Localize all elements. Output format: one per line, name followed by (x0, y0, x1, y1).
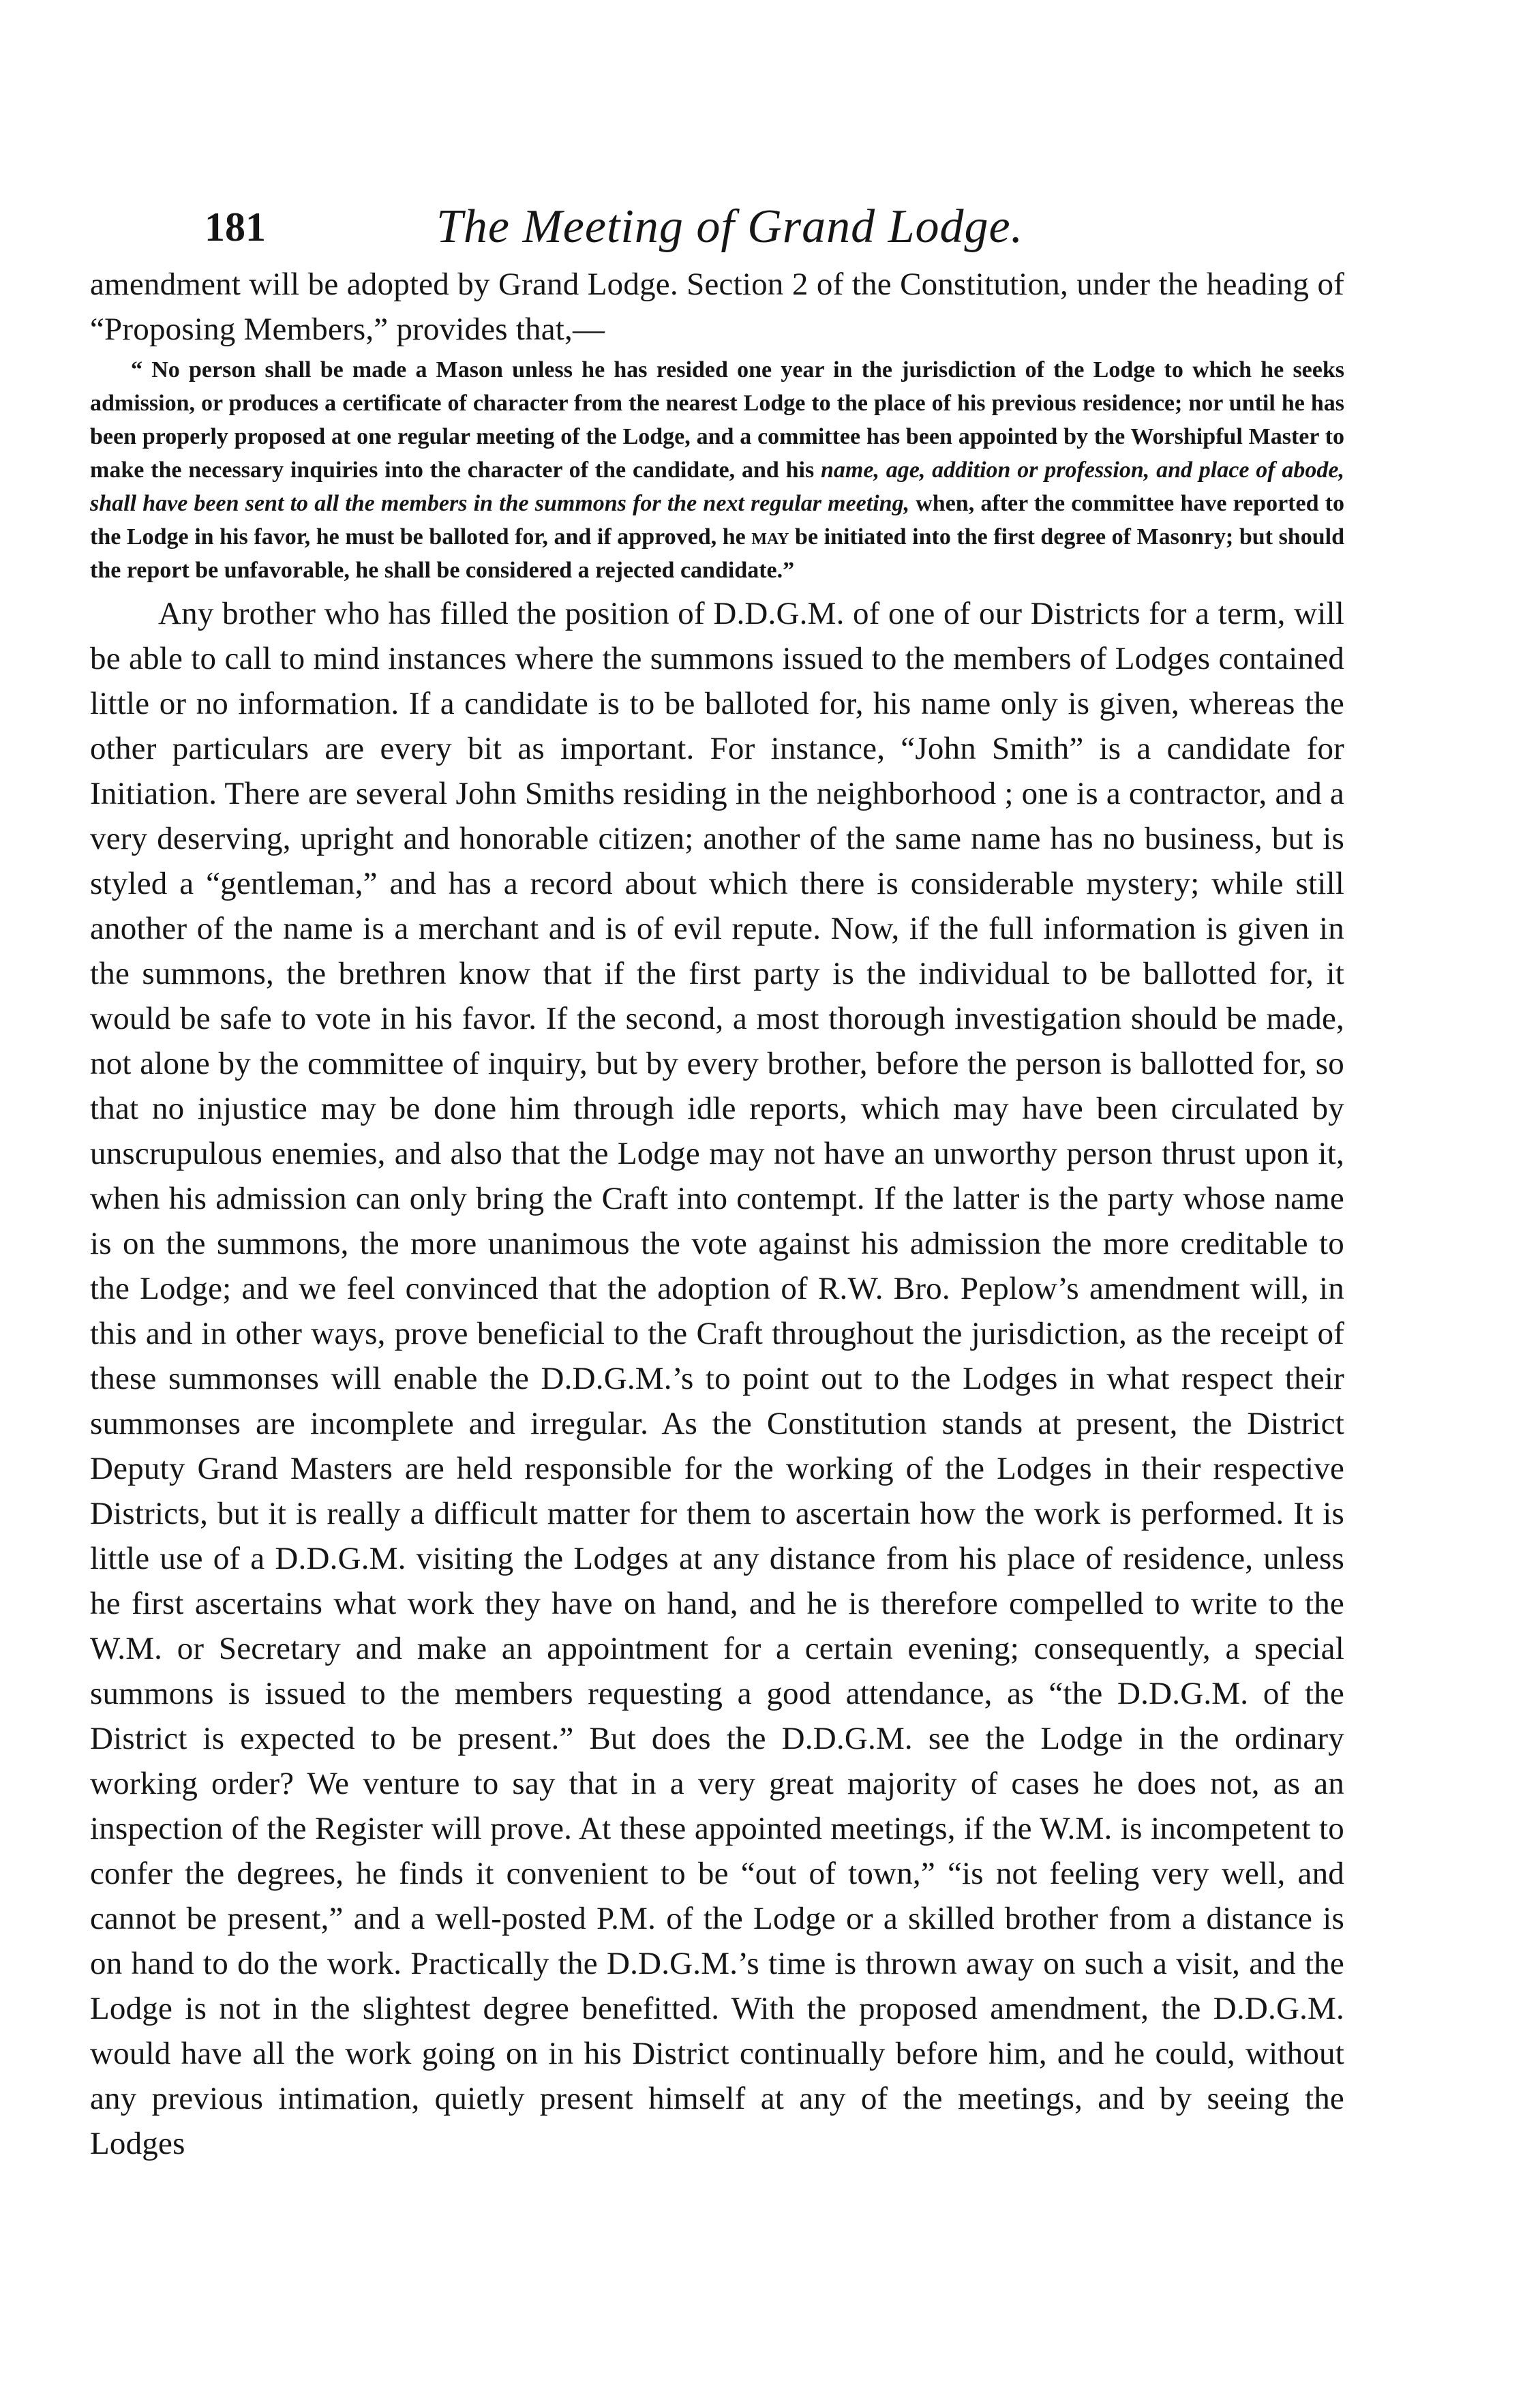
quote-text-1: “ No person shall be made a Mason unless he has resided one year in the jurisdiction of the Lodge to which he seeks admission, or produces a certificate of character from the nearest Lodge to the place of his previous residence; nor until he has been properly proposed at one regular meeting of the Lodge, and a committee has been appointed by the Worshipful Master to make the necessary inquiries into the character of the candidate, and his (90, 357, 1344, 483)
page-number: 181 (205, 205, 266, 250)
main-paragraph: Any brother who has filled the position of D.D.G.M. of one of our Districts for a term, will be able to call to mind instances where the summons issued to the members of Lodges contained little or no information. If a candidate is to be balloted for, his name only is given, whereas the other particulars are every bit as important. For instance, “John Smith” is a candidate for Initiation. There are several John Smiths residing in the neighborhood ; one is a contractor, and a very deserving, upright and honorable citizen; another of the same name has no business, but is styled a “gentleman,” and has a record about which there is considerable mystery; while still another of the name is a merchant and is of evil repute. Now, if the full information is given in the summons, the brethren know that if the first party is the individual to be ballotted for, it would be safe to vote in his favor. If the second, a most thorough investigation should be made, not alone by the committee of inquiry, but by every brother, before the person is ballotted for, so that no injustice may be done him through idle reports, which may have been circulated by unscrupulous enemies, and also that the Lodge may not have an unworthy person thrust upon it, when his admission can only bring the Craft into contempt. If the latter is the party whose name is on the summons, the more unanimous the vote against his admission the more creditable to the Lodge; and we feel convinced that the adoption of R.W. Bro. Peplow’s amendment will, in this and in other ways, prove beneficial to the Craft throughout the jurisdiction, as the receipt of these summonses will enable the D.D.G.M.’s to point out to the Lodges in what respect their summonses are incomplete and irregular. As the Constitution stands at present, the District Deputy Grand Masters are held responsible for the working of the Lodges in their respective Districts, but it is really a difficult matter for them to ascertain how the work is performed. It is little use of a D.D.G.M. visiting the Lodges at any distance from his place of residence, unless he first ascertains what work they have on hand, and he is therefore compelled to write to the W.M. or Secretary and make an appointment for a certain evening; consequently, a special summons is issued to the members requesting a good attendance, as “the D.D.G.M. of the District is expected to be present.” But does the D.D.G.M. see the Lodge in the ordinary working order? We venture to say that in a very great majority of cases he does not, as an inspection of the Register will prove. At these appointed meetings, if the W.M. is incompetent to confer the degrees, he finds it convenient to be “out of town,” “is not feeling very well, and cannot be present,” and a well-posted P.M. of the Lodge or a skilled brother from a distance is on hand to do the work. Practically the D.D.G.M.’s time is thrown away on such a visit, and the Lodge is not in the slightest degree benefitted. With the proposed amendment, the D.D.G.M. would have all the work going on in his District continually before him, and he could, without any previous intimation, quietly present himself at any of the meetings, and by seeing the Lodges (90, 596, 1344, 2161)
quote-text-2: when, after the committee have reported to the Lodge in his favor, he must be balloted for, and if approved, he (90, 491, 1345, 550)
page-body (90, 262, 1344, 2166)
opening-paragraph: amendment will be adopted by Grand Lodge. Section 2 of the Constitution, under the heading of “Proposing Members,” provides that,— (90, 267, 1344, 347)
quote-smallcaps-may: may (751, 524, 789, 550)
page-header (205, 196, 1350, 258)
constitution-quote (90, 353, 1344, 587)
running-title: The Meeting of Grand Lodge. (436, 200, 1024, 253)
quote-text-3: be initiated into the first degree of Masonry; but should the report be unfavorable, he shall be considered a rejected candidate.” (90, 524, 1344, 583)
quote-italic-text: name, age, addition or profession, and place of abode, shall have been sent to all the members in the summons for the next regular meeting, (90, 457, 1344, 516)
